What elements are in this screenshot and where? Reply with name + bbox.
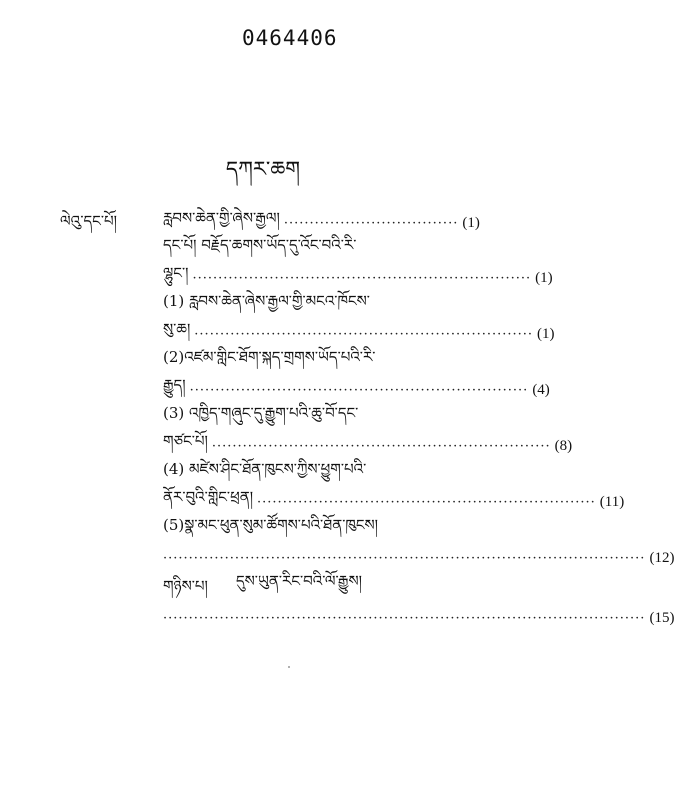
toc-entry: [163, 518, 445, 542]
leader-dots: ··································································: [189, 382, 529, 398]
toc-entry-text: (1) རླབས་ཆེན་ཞེས་རྒྱལ་གྱི་མངའ་ཁོངས་: [163, 292, 370, 310]
leader-dots: ··································································: [194, 326, 534, 342]
toc-entry: [236, 574, 445, 598]
scan-speck: [288, 666, 290, 668]
page-number: 0464406: [242, 26, 338, 50]
toc-entry-text: ནོར་བུའི་གླིང་ཕྲན།: [163, 488, 254, 506]
toc-entry-text: (2)འཛམ་གླིང་ཐོག་སྐད་གྲགས་ཡོད་པའི་རི་: [163, 348, 376, 366]
toc-entry-text: དང་པོ། བརྗོད་ཆགས་ཡོད་དུ་འོང་བའི་རི་: [163, 236, 357, 254]
toc-entry-page: (4): [532, 381, 550, 398]
toc-entry-page: (1): [462, 214, 480, 231]
toc-entry-page: (1): [537, 325, 555, 342]
toc-entry-page: (11): [599, 493, 625, 510]
toc-title: དཀར་ཆག: [225, 157, 301, 181]
leader-dots: ······························································································: [163, 550, 646, 566]
leader-dots: ··································································: [211, 438, 551, 454]
toc-entry-page: (12): [649, 549, 674, 566]
toc-entry: [163, 350, 445, 374]
chapter-2-label: གཉིས་པ།: [163, 577, 208, 595]
chapter-1-label: ལེའུ་དང་པོ།: [60, 212, 117, 230]
toc-entry-page: (8): [554, 437, 573, 454]
toc-entry-text: རྒྱུད།: [163, 376, 186, 394]
toc-entry-text: རླབས་ཆེན་གྱི་ཞེས་རྒྱལ།: [163, 209, 280, 227]
toc-entry-text: གཙང་པོ།: [163, 432, 208, 450]
toc-entry-text: (4) མཛེས་ཤིང་ཐོན་ཁུངས་ཀྱིས་ཕྱུག་པའི་: [163, 460, 367, 478]
toc-entry-text: (3) འཁྱིད་གཞུང་དུ་རྒྱུག་པའི་ཆུ་བོ་དང་: [163, 404, 359, 422]
leader-dots: ··································: [283, 215, 459, 231]
toc-entry-text: སུ་ཆ།: [163, 320, 191, 338]
toc-entry-text: ལྷུང་།: [163, 264, 189, 282]
toc-entry: [163, 606, 674, 630]
toc-entry: [163, 294, 445, 318]
toc-entry-page: (1): [535, 269, 553, 286]
leader-dots: ······························································································: [163, 610, 646, 626]
leader-dots: ··································································: [257, 494, 596, 510]
toc-entry-page: (15): [649, 609, 674, 626]
toc-entry-text: (5)སྣ་མང་ཕུན་སུམ་ཚོགས་པའི་ཐོན་ཁུངས།: [163, 516, 378, 534]
toc-entry-text: དུས་ཡུན་རིང་བའི་ལོ་རྒྱུས།: [236, 572, 362, 590]
toc-entry: [163, 238, 445, 262]
leader-dots: ··································································: [192, 270, 532, 286]
